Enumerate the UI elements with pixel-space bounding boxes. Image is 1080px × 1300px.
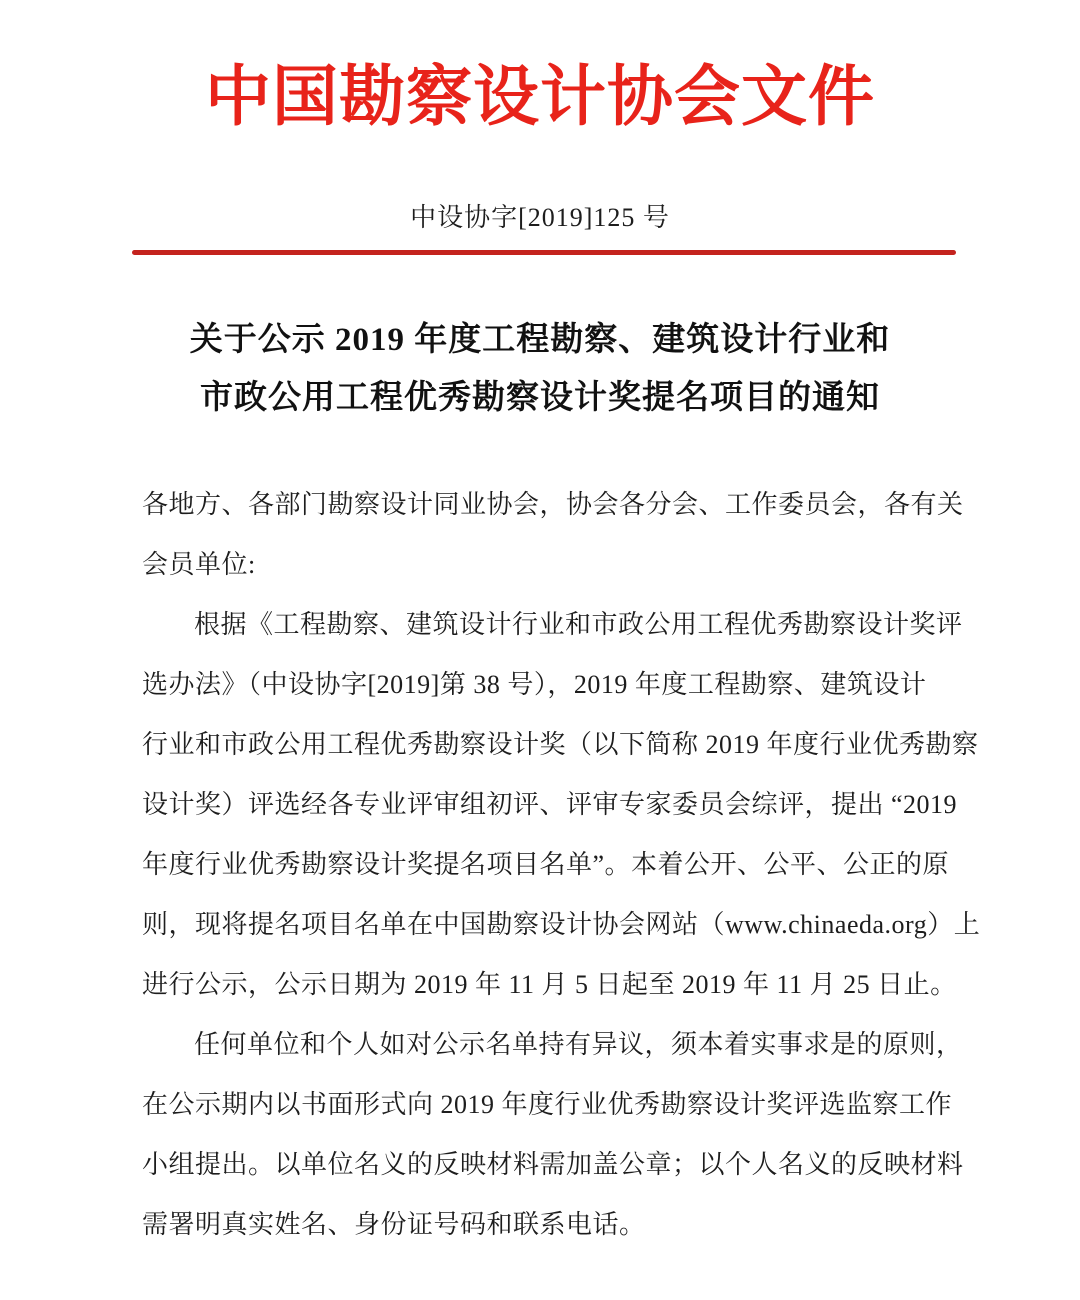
body-line: 设计奖）评选经各专业评审组初评、评审专家委员会综评，提出 “2019	[142, 790, 958, 819]
red-divider	[132, 250, 956, 255]
doc-number: 中设协字[2019]125 号	[410, 203, 670, 232]
body-line: 会员单位:	[142, 550, 256, 579]
body-line: 在公示期内以书面形式向 2019 年度行业优秀勘察设计奖评选监察工作	[142, 1090, 953, 1119]
body-line: 进行公示，公示日期为 2019 年 11 月 5 日起至 2019 年 11 月 25 日止。	[142, 970, 957, 999]
org-title: 中国勘察设计协会文件	[205, 61, 875, 134]
notice-title	[0, 311, 1080, 427]
body-line: 行业和市政公用工程优秀勘察设计奖（以下简称 2019 年度行业优秀勘察	[142, 730, 979, 759]
body-text	[142, 475, 981, 1255]
body-line: 小组提出。以单位名义的反映材料需加盖公章；以个人名义的反映材料	[142, 1150, 964, 1179]
notice-title-line1: 关于公示 2019 年度工程勘察、建筑设计行业和	[189, 322, 891, 358]
body-line: 则，现将提名项目名单在中国勘察设计协会网站（www.chinaeda.org）上	[142, 910, 981, 939]
body-line: 选办法》（中设协字[2019]第 38 号），2019 年度工程勘察、建筑设计	[142, 670, 927, 699]
body-line: 根据《工程勘察、建筑设计行业和市政公用工程优秀勘察设计奖评	[194, 610, 963, 639]
body-line: 任何单位和个人如对公示名单持有异议，须本着实事求是的原则，	[194, 1030, 963, 1059]
body-line: 年度行业优秀勘察设计奖提名项目名单”。本着公开、公平、公正的原	[142, 850, 950, 879]
body-line: 需署明真实姓名、身份证号码和联系电话。	[142, 1210, 646, 1239]
notice-title-line2: 市政公用工程优秀勘察设计奖提名项目的通知	[200, 380, 880, 416]
body-line: 各地方、各部门勘察设计同业协会，协会各分会、工作委员会，各有关	[142, 490, 964, 519]
